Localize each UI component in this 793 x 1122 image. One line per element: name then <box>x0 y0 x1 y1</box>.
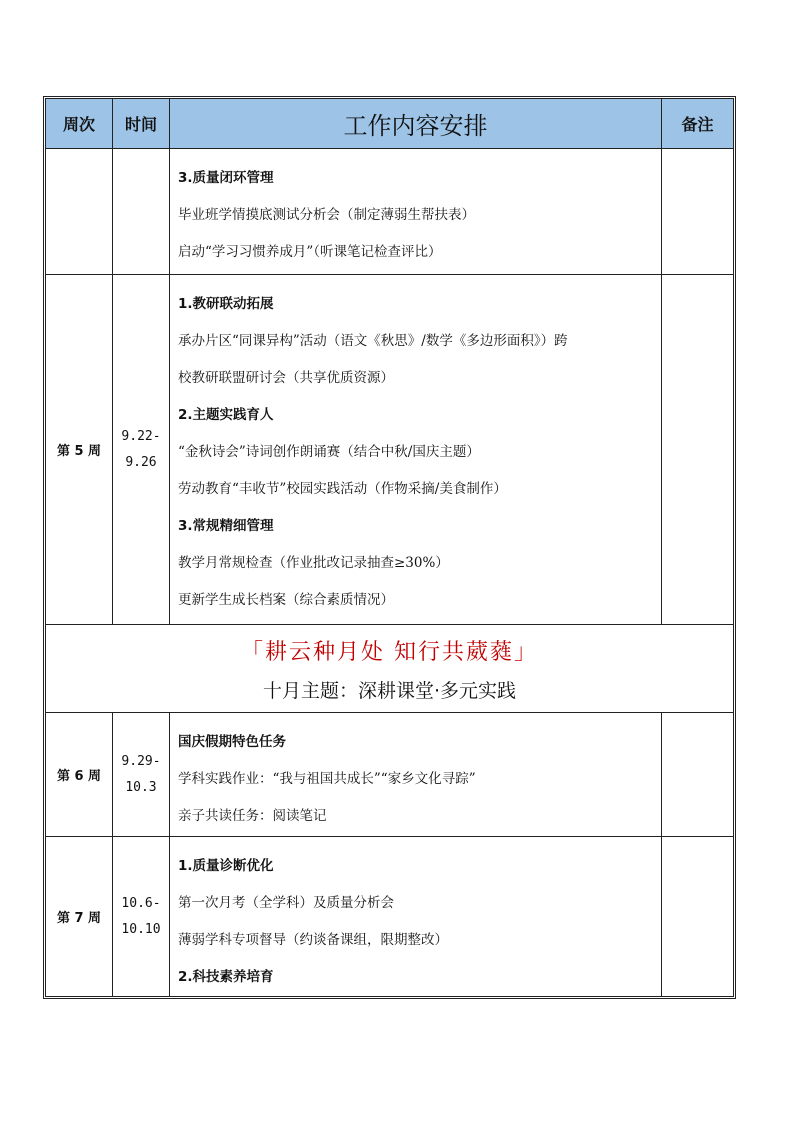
week-cell: 第 5 周 <box>46 275 113 624</box>
week-cell: 第 7 周 <box>46 837 113 996</box>
content-cell <box>170 149 662 274</box>
content-heading: 国庆假期特色任务 <box>178 734 286 750</box>
banner-subtitle: 十月主题：深耕课堂·多元实践 <box>262 679 517 702</box>
content-line: “金秋诗会”诗词创作朗诵赛（结合中秋/国庆主题） <box>178 444 480 460</box>
note-cell <box>662 713 733 836</box>
content-cell <box>170 713 662 836</box>
table-row-week7 <box>46 837 733 996</box>
time-end: 10.3 <box>125 779 157 795</box>
time-cell <box>113 713 170 836</box>
week-cell <box>46 149 113 274</box>
note-cell <box>662 149 733 274</box>
header-content: 工作内容安排 <box>170 99 662 148</box>
content-cell <box>170 275 662 624</box>
table-row-week6 <box>46 713 733 837</box>
content-list <box>170 149 661 280</box>
content-line: 承办片区“同课异构”活动（语文《秋思》/数学《多边形面积》）跨 <box>178 333 568 349</box>
note-cell <box>662 837 733 996</box>
content-heading: 1.质量诊断优化 <box>178 858 274 874</box>
table-row-week5 <box>46 275 733 625</box>
banner-title: 「耕云种月处 知行共葳蕤」 <box>241 639 538 665</box>
header-time: 时间 <box>113 99 170 148</box>
time-end: 10.10 <box>121 921 161 937</box>
time-start: 10.6- <box>121 895 161 911</box>
content-line: 第一次月考（全学科）及质量分析会 <box>178 895 394 911</box>
content-list <box>170 713 661 844</box>
content-cell <box>170 837 662 996</box>
content-line: 薄弱学科专项督导（约谈备课组，限期整改） <box>178 932 448 948</box>
table-row-continuation <box>46 149 733 275</box>
month-theme-banner <box>46 625 733 713</box>
content-line: 校教研联盟研讨会（共享优质资源） <box>178 370 394 386</box>
content-line: 更新学生成长档案（综合素质情况） <box>178 592 394 608</box>
content-line: 启动“学习习惯养成月”（听课笔记检查评比） <box>178 244 442 260</box>
time-start: 9.22- <box>121 428 161 444</box>
header-note: 备注 <box>681 115 714 134</box>
content-heading: 3.常规精细管理 <box>178 518 274 534</box>
content-heading: 2.主题实践育人 <box>178 407 274 423</box>
note-cell <box>662 275 733 624</box>
table-header-row <box>46 99 733 149</box>
content-heading: 3.质量闭环管理 <box>178 170 274 186</box>
content-line: 劳动教育“丰收节”校园实践活动（作物采摘/美食制作） <box>178 481 507 497</box>
time-start: 9.29- <box>121 753 161 769</box>
content-list <box>170 837 661 1005</box>
time-cell <box>113 149 170 274</box>
content-heading: 2.科技素养培育 <box>178 969 274 985</box>
time-cell <box>113 837 170 996</box>
header-week: 周次 <box>46 99 113 148</box>
week-cell: 第 6 周 <box>46 713 113 836</box>
schedule-table <box>43 96 736 999</box>
content-line: 学科实践作业：“我与祖国共成长”“家乡文化寻踪” <box>178 771 476 787</box>
time-cell <box>113 275 170 624</box>
content-line: 毕业班学情摸底测试分析会（制定薄弱生帮扶表） <box>178 207 475 223</box>
content-line: 教学月常规检查（作业批改记录抽查≥30%） <box>178 555 449 571</box>
time-end: 9.26 <box>125 454 157 470</box>
content-list <box>170 275 661 628</box>
content-line: 亲子共读任务：阅读笔记 <box>178 808 327 824</box>
content-heading: 1.教研联动拓展 <box>178 296 274 312</box>
